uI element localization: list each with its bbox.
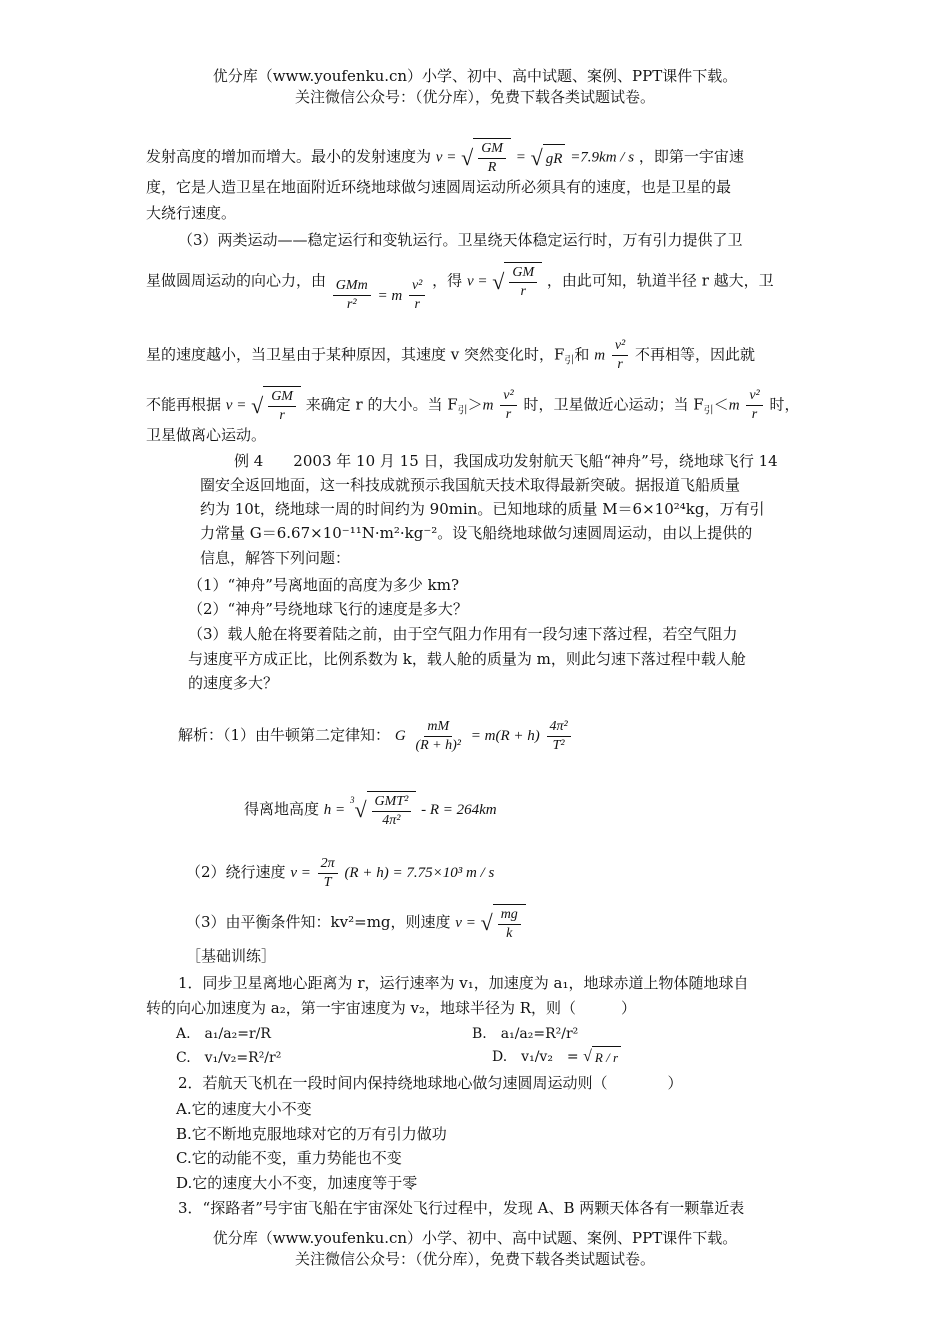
solution-height: 得离地高度 h = $^3$ √ $\frac{\text{GMT²}}{\text{4π²}}$ - R = 264km xyxy=(244,784,497,835)
task-1-line-2: 转的向心加速度为 a₂，第一宇宙速度为 v₂，地球半径为 R，则（ ） xyxy=(146,999,637,1017)
eq1-equals: = xyxy=(515,149,526,166)
frac-v2r: $\frac{\text{v²}}{r}$ xyxy=(409,277,425,314)
task-1-option-c: C. v₁/v₂=R²/r² xyxy=(176,1050,282,1066)
task-1-option-b: B. a₁/a₂=R²/r² xyxy=(472,1026,579,1042)
task-1-line-1: 1．同步卫星离地心距离为 r，运行速率为 v₁，加速度为 a₁，地球赤道上物体随地球自 xyxy=(178,974,749,992)
question-3-line-1: （3）载人舱在将要着陆之前，由于空气阻力作用有一段匀速下落过程，若空气阻力 xyxy=(188,625,738,643)
para-3-line-2: 不能再根据 v = √ $\frac{GM}{r}$ 来确定 r 的大小。当 $F_引>m$ $\frac{\text{v²}}{r}$ 时，卫星做近心运动；当 $F_引<m$ $\frac{\text{v²}}{r}$ 时， xyxy=(146,388,800,423)
eq1-v: v = xyxy=(435,149,457,166)
para-1-line-3: 大绕行速度。 xyxy=(146,204,237,222)
task-2-option-d: D.它的速度大小不变，加速度等于零 xyxy=(176,1174,418,1192)
frac-v2r-2: $\frac{\text{v²}}{r}$ xyxy=(612,337,628,374)
eq1-sqrt: √ $\frac{GM}{R}$ xyxy=(461,138,511,177)
example-4-line-5: 信息，解答下列问题： xyxy=(200,549,351,567)
frac-gmm: $\frac{\text{GMm}}{\text{r²}}$ xyxy=(333,277,371,314)
header-line-1: 优分库（www.youfenku.cn）小学、初中、高中试题、案例、PPT课件下载。 xyxy=(212,67,738,85)
solution-1: 解析：（1）由牛顿第二定律知： G $\frac{mM}{\text{(R + h)²}}$ = m(R + h) $\frac{\text{4π²}}{\text{T²}}$ xyxy=(178,713,573,758)
example-4-line-1: 例 4 2003 年 10 月 15 日，我国成功发射航天飞船“神舟”号，绕地球飞行 14 xyxy=(234,452,778,470)
example-4-line-2: 圈安全返回地面，这一科技成就预示我国航天技术取得最新突破。据报道飞船质量 xyxy=(200,476,741,494)
task-1-option-a: A. a₁/a₂=r/R xyxy=(176,1026,271,1042)
task-1-option-d: D. v₁/v₂ = √ R / r xyxy=(492,1046,621,1068)
eq-m: = m xyxy=(377,287,403,304)
para-1-line-2: 度，它是人造卫星在地面附近环绕地球做匀速圆周运动所必须具有的速度，也是卫星的最 xyxy=(146,178,732,196)
question-1: （1）“神舟”号离地面的高度为多少 km? xyxy=(188,576,460,594)
para-3-line-3: 卫星做离心运动。 xyxy=(146,426,267,444)
header-line-2: 关注微信公众号：（优分库），免费下载各类试题试卷。 xyxy=(294,88,655,106)
sqrt-gm-r: √ $\frac{GM}{r}$ xyxy=(492,262,542,301)
eq1-num: GM xyxy=(478,140,506,159)
task-2-option-c: C.它的动能不变，重力势能也不变 xyxy=(176,1149,402,1167)
question-3-line-3: 的速度多大？ xyxy=(188,674,279,692)
eq1-sqrt-gr: √ gR xyxy=(531,144,566,172)
solution-3: （3）由平衡条件知：kv²=mg，则速度 v = √ $\frac{mg}{k}$ xyxy=(186,902,526,943)
question-3-line-2: 与速度平方成正比，比例系数为 k，载人舱的质量为 m，则此匀速下落过程中载人舱 xyxy=(188,650,746,668)
para-1-line-1 xyxy=(146,138,744,177)
para-2-line-2: 星做圆周运动的向心力，由 $\frac{\text{GMm}}{\text{r²}}$ = m $\frac{\text{v²}}{r}$ ，得 v = √ $\frac{GM}{r}$ ，由此可知，轨道半径 r 越大，卫 xyxy=(146,262,774,301)
example-4-line-4: 力常量 G＝6.67×10⁻¹¹N·m²·kg⁻²。设飞船绕地球做匀速圆周运动，由以上提供的 xyxy=(200,524,753,542)
task-2-option-a: A.它的速度大小不变 xyxy=(176,1100,312,1118)
para-1-tail: ，即第一宇宙速 xyxy=(638,147,744,166)
eq1-den: R xyxy=(487,160,497,175)
eq1-value: =7.9km / s xyxy=(570,149,635,166)
basic-training-heading: ［基础训练］ xyxy=(186,947,277,965)
question-2: （2）“神舟”号绕地球飞行的速度是多大？ xyxy=(188,600,468,618)
task-2: 2．若航天飞机在一段时间内保持绕地球地心做匀速圆周运动则（ ） xyxy=(178,1074,683,1092)
para-2-line-1: （3）两类运动——稳定运行和变轨运行。卫星绕天体稳定运行时，万有引力提供了卫 xyxy=(178,231,743,249)
footer-line-1: 优分库（www.youfenku.cn）小学、初中、高中试题、案例、PPT课件下载。 xyxy=(212,1229,738,1247)
task-3: 3．“探路者”号宇宙飞船在宇宙深处飞行过程中，发现 A、B 两颗天体各有一颗靠近表 xyxy=(178,1199,745,1217)
para-2-text: 星做圆周运动的向心力，由 xyxy=(146,271,327,290)
example-4-line-3: 约为 10t，绕地球一周的时间约为 90min。已知地球的质量 M＝6×10²⁴kg，万有引 xyxy=(200,500,765,518)
footer-line-2: 关注微信公众号：（优分库），免费下载各类试题试卷。 xyxy=(294,1250,655,1268)
solution-2: （2）绕行速度 v = $\frac{2\pi}{T}$ (R + h) = 7.75×10³ m / s xyxy=(186,855,495,890)
para-3-line-1: 星的速度越小，当卫星由于某种原因，其速度 v 突然变化时，$F_引$和 m $\frac{\text{v²}}{r}$ 不再相等，因此就 xyxy=(146,338,756,372)
task-2-option-b: B.它不断地克服地球对它的万有引力做功 xyxy=(176,1125,447,1143)
para-1-text: 发射高度的增加而增大。最小的发射速度为 xyxy=(146,147,432,166)
